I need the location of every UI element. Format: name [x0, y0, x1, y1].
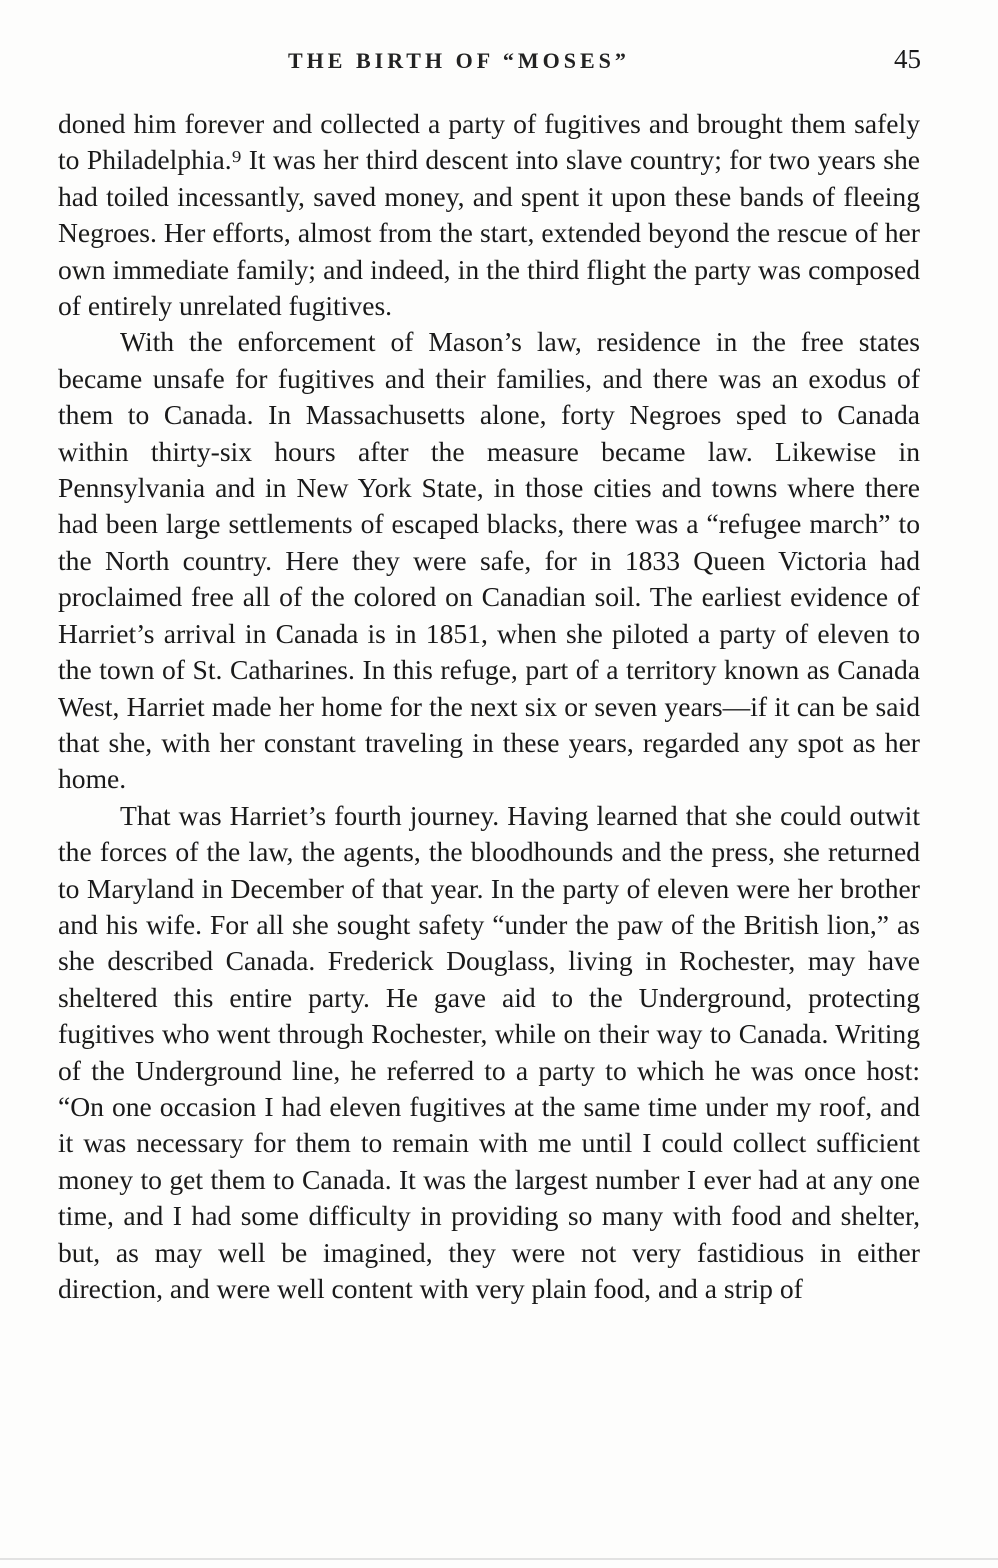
- page-number: 45: [894, 44, 921, 74]
- paragraph-continuation: doned him forever and collected a party of fugitives and brought them safely to Philadelphia.⁹ It was her third descent into slave country; for two years she had toiled incessantly, saved money, and spent it upon these bands of fleeing Negroes. Her efforts, almost from the start, extended beyond the rescue of her own immediate family; and indeed, in the third flight the party was composed of entirely unrelated fugitives.: [58, 108, 920, 322]
- running-head: [0, 44, 998, 80]
- paragraph-fourth-journey: That was Harriet’s fourth journey. Having learned that she could outwit the forces of the law, the agents, the bloodhounds and the press, she returned to Maryland in December of that year. In the party of eleven were her brother and his wife. For all she sought safety “under the paw of the British lion,” as she described Canada. Frederick Douglass, living in Rochester, may have sheltered this entire party. He gave aid to the Underground, protecting fugitives who went through Rochester, while on their way to Canada. Writing of the Underground line, he referred to a party to which he was once host: “On one occasion I had eleven fugitives at the same time under my roof, and it was necessary for them to remain with me until I could collect sufficient money to get them to Canada. It was the largest number I ever had at any one time, and I had some difficulty in providing so many with food and shelter, but, as may well be imagined, they were not very fastidious in either direction, and were well content with very plain food, and a strip of: [58, 799, 920, 1304]
- paragraph-masons-law: With the enforcement of Mason’s law, residence in the free states became unsafe for fugitives and their families, and there was an exodus of them to Canada. In Massachusetts alone, forty Negroes sped to Canada within thirty-six hours after the measure became law. Likewise in Pennsylvania and in New York State, in those cities and towns where there had been large settlements of escaped blacks, there was a “refugee march” to the North country. Here they were safe, for in 1833 Queen Victoria had proclaimed free all of the colored on Canadian soil. The earliest evidence of Harriet’s arrival in Canada is in 1851, when she piloted a party of eleven to the town of St. Catharines. In this refuge, part of a territory known as Canada West, Harriet made her home for the next six or seven years—if it can be said that she, with her constant traveling in these years, regarded any spot as her home.: [58, 326, 920, 795]
- body-text: [58, 106, 920, 1307]
- running-title: THE BIRTH OF “MOSES”: [288, 48, 630, 73]
- scan-edge-rule: [0, 1558, 998, 1560]
